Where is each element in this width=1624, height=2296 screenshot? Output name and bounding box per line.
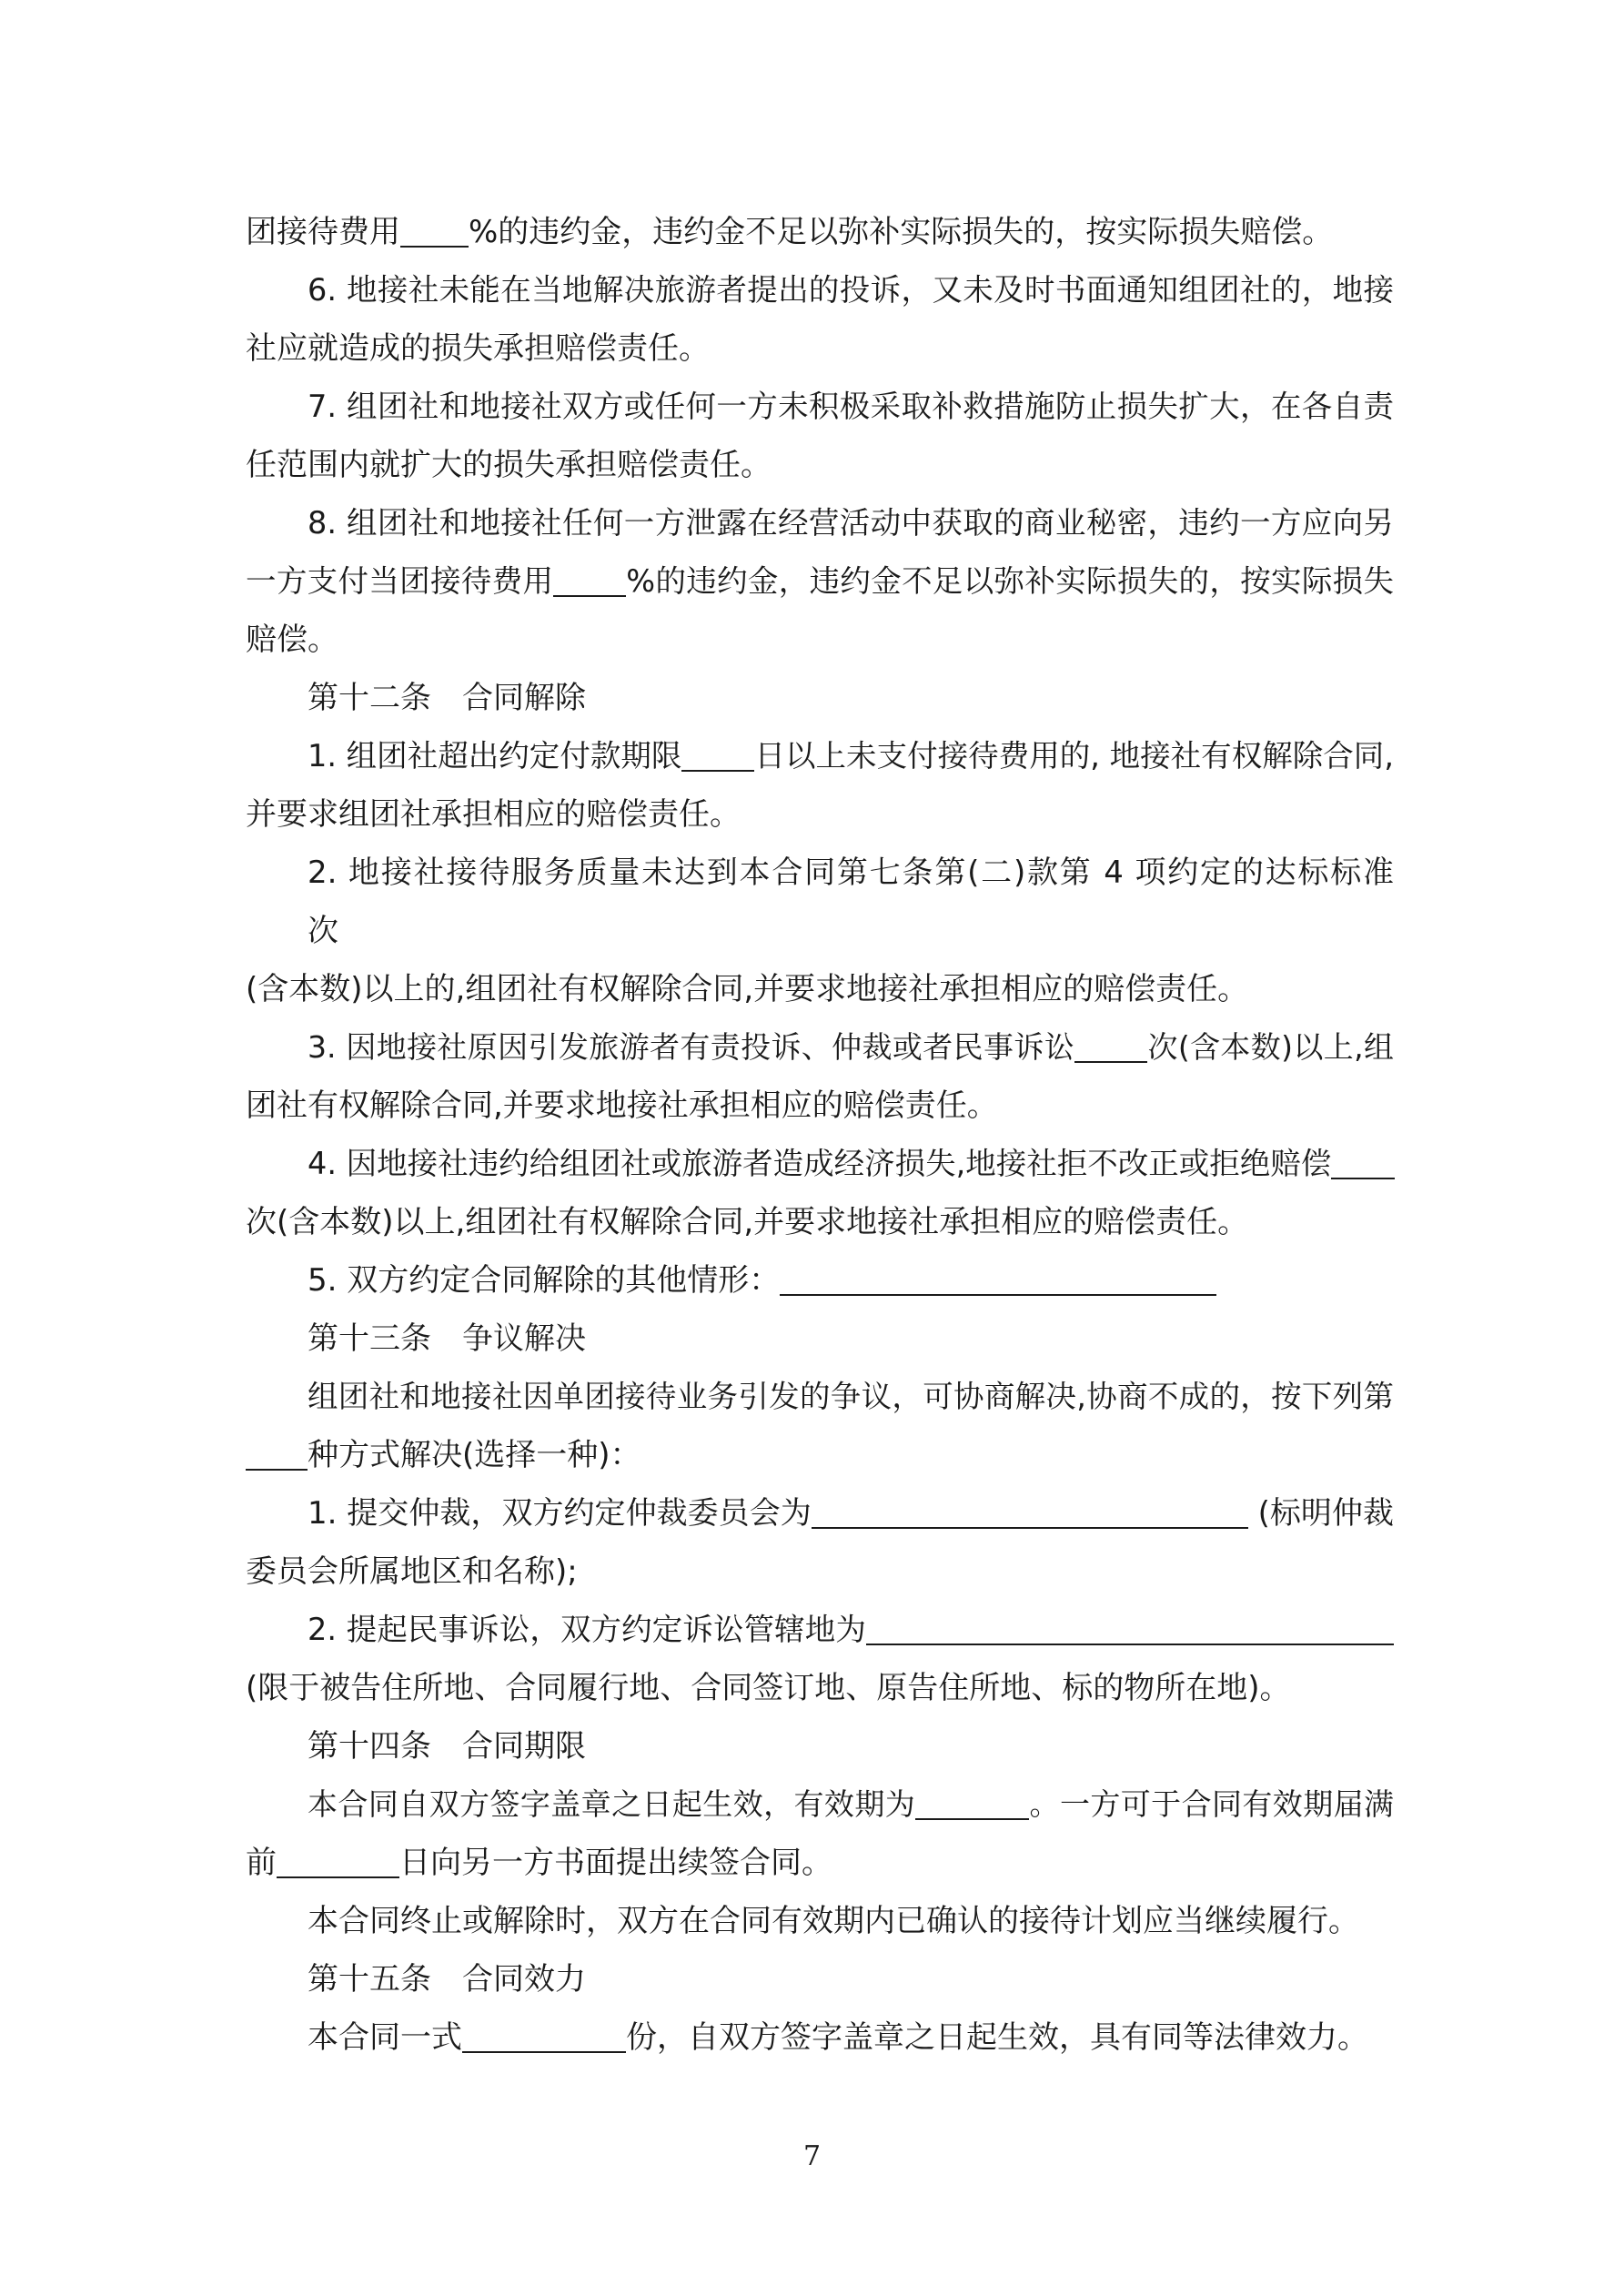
text-segment: 第十三条 争议解决 (308, 1320, 586, 1357)
text-line (246, 1426, 1394, 1484)
text-segment: (标明仲裁 (1247, 1495, 1394, 1532)
text-line (246, 378, 1394, 436)
text-segment: %的违约金，违约金不足以弥补实际损失的，按实际损失赔偿。 (469, 214, 1334, 250)
text-segment: 种方式解决(选择一种)： (308, 1437, 641, 1473)
text-line (246, 1135, 1394, 1193)
text-segment: 团社有权解除合同,并要求地接社承担相应的赔偿责任。 (246, 1087, 998, 1124)
section-heading (246, 1310, 1394, 1368)
section-heading (246, 1717, 1394, 1775)
text-line (246, 1659, 1394, 1717)
text-segment: 份，自双方签字盖章之日起生效，具有同等法律效力。 (626, 2019, 1368, 2056)
fill-in-blank (553, 562, 626, 597)
text-segment: 8. 组团社和地接社任何一方泄露在经营活动中获取的商业秘密，违约一方应向另 (308, 505, 1394, 541)
text-line (246, 1892, 1394, 1950)
text-segment: 7. 组团社和地接社双方或任何一方未积极采取补救措施防止损失扩大，在各自责 (308, 389, 1394, 424)
text-line (246, 1251, 1394, 1310)
text-line (246, 1542, 1394, 1601)
text-line (246, 2008, 1394, 2067)
text-segment: 1. 组团社超出约定付款期限 (308, 738, 682, 774)
section-heading (246, 669, 1394, 727)
text-segment: 6. 地接社未能在当地解决旅游者提出的投诉，又未及时书面通知组团社的，地接 (308, 272, 1394, 308)
text-segment: 社应就造成的损失承担赔偿责任。 (246, 330, 710, 367)
document-body (246, 203, 1394, 2067)
section-heading (246, 1950, 1394, 2008)
text-segment: 组团社和地接社因单团接待业务引发的争议，可协商解决,协商不成的，按下列第 (308, 1379, 1394, 1414)
text-segment: 任范围内就扩大的损失承担赔偿责任。 (246, 447, 772, 483)
fill-in-blank (246, 1436, 308, 1471)
text-line (246, 552, 1394, 611)
text-segment: 一方支付当团接待费用 (246, 563, 554, 599)
fill-in-blank (462, 2018, 626, 2053)
text-segment: 委员会所属地区和名称); (246, 1553, 578, 1590)
text-segment: 赔偿。 (246, 622, 338, 658)
text-line (246, 319, 1394, 378)
text-segment: 。一方可于合同有效期届满 (1029, 1786, 1394, 1822)
text-segment: 日向另一方书面提出续签合同。 (399, 1845, 832, 1881)
text-line (246, 902, 1394, 960)
text-line (246, 611, 1394, 669)
text-line (246, 727, 1394, 785)
text-segment: 1. 提交仲裁，双方约定仲裁委员会为 (308, 1495, 812, 1532)
text-segment: 4. 因地接社违约给组团社或旅游者造成经济损失,地接社拒不改正或拒绝赔偿 (308, 1146, 1332, 1181)
text-line (246, 436, 1394, 494)
text-segment: (含本数)以上的,组团社有权解除合同,并要求地接社承担相应的赔偿责任。 (246, 971, 1249, 1007)
text-segment: 5. 双方约定合同解除的其他情形： (308, 1262, 781, 1299)
text-segment: %的违约金，违约金不足以弥补实际损失的，按实际损失 (626, 563, 1394, 599)
text-line (246, 1193, 1394, 1251)
text-segment: 前 (246, 1845, 277, 1881)
text-line (246, 1601, 1394, 1659)
fill-in-blank (400, 213, 469, 248)
text-segment: 日以上未支付接待费用的, 地接社有权解除合同, (754, 738, 1394, 774)
text-line (246, 1018, 1394, 1077)
text-line (246, 1484, 1394, 1542)
fill-in-blank (277, 1844, 399, 1878)
fill-in-blank (1074, 1028, 1147, 1063)
text-line (246, 844, 1394, 902)
fill-in-blank (780, 1261, 1216, 1296)
text-line (246, 1368, 1394, 1426)
fill-in-blank (866, 1611, 1394, 1645)
text-segment: 第十二条 合同解除 (308, 680, 586, 716)
fill-in-blank (681, 737, 754, 772)
fill-in-blank (915, 1785, 1029, 1820)
text-line (246, 1077, 1394, 1135)
text-segment: 第十四条 合同期限 (308, 1728, 586, 1765)
text-line (246, 1834, 1394, 1892)
fill-in-blank (1331, 1145, 1395, 1179)
text-segment: 2. 提起民事诉讼，双方约定诉讼管辖地为 (308, 1612, 866, 1647)
text-line (246, 494, 1394, 552)
text-line (246, 960, 1394, 1018)
text-line (246, 785, 1394, 844)
text-segment: 次(含本数)以上,组团社有权解除合同,并要求地接社承担相应的赔偿责任。 (246, 1204, 1249, 1240)
text-line (246, 261, 1394, 319)
fill-in-blank (812, 1494, 1248, 1529)
text-segment: 次 (308, 913, 338, 949)
text-segment: 团接待费用 (246, 214, 400, 250)
text-segment: 次(含本数)以上,组 (1147, 1029, 1394, 1065)
text-segment: 并要求组团社承担相应的赔偿责任。 (246, 796, 741, 833)
text-segment: 2. 地接社接待服务质量未达到本合同第七条第(二)款第 4 项约定的达标标准 (308, 855, 1394, 891)
text-line (246, 203, 1394, 261)
text-segment: 3. 因地接社原因引发旅游者有责投诉、仲裁或者民事诉讼 (308, 1029, 1075, 1065)
text-line (246, 1775, 1394, 1834)
text-segment: 本合同一式 (308, 2019, 462, 2056)
text-segment: 本合同自双方签字盖章之日起生效，有效期为 (308, 1786, 916, 1822)
text-segment: (限于被告住所地、合同履行地、合同签订地、原告住所地、标的物所在地)。 (246, 1670, 1291, 1706)
page-number: 7 (802, 2140, 822, 2172)
text-segment: 第十五条 合同效力 (308, 1961, 586, 1998)
text-segment: 本合同终止或解除时，双方在合同有效期内已确认的接待计划应当继续履行。 (308, 1903, 1359, 1939)
